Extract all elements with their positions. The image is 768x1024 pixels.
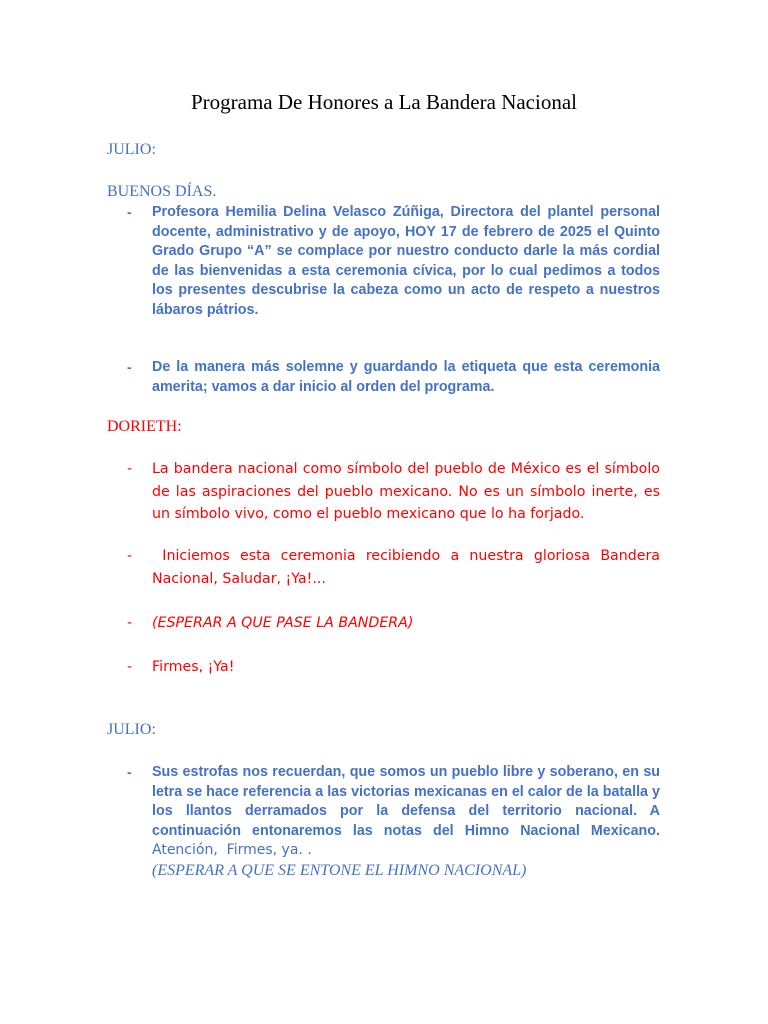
- anthem-text: [152, 763, 665, 881]
- flag-symbol-text: La bandera nacional como símbolo del pueblo de México es el símbolo de las aspiraciones del pueblo mexicano. No es un símbolo inerte, es un símbolo vivo, como el pueblo mexicano que lo ha forjado.: [152, 461, 660, 522]
- list-item: [127, 763, 665, 881]
- bullet-dash: -: [127, 359, 132, 375]
- list-item: [127, 203, 660, 320]
- firmes-text: Firmes, ¡Ya!: [152, 659, 235, 675]
- speaker-dorieth: DORIETH:: [107, 418, 182, 435]
- list-item: [127, 545, 665, 590]
- ceremony-start-text: Iniciemos esta ceremonia recibiendo a nuestra gloriosa Bandera Nacional, Saludar, ¡Ya!...: [152, 548, 665, 587]
- bullet-dash: -: [127, 204, 132, 220]
- anthem-bold-text: Sus estrofas nos recuerdan, que somos un pueblo libre y soberano, en su letra se hace referencia a las victorias mexicanas en el calor de la batalla y los llantos derramados por la defensa del territorio nacional. A continuación entonaremos las notas del Himno Nacional Mexicano.: [152, 764, 660, 839]
- list-item: [127, 458, 660, 526]
- bullet-dash: -: [127, 764, 132, 780]
- attention-text: Atención, Firmes, ya. .: [152, 822, 665, 858]
- stage-direction-anthem: (ESPERAR A QUE SE ENTONE EL HIMNO NACIONAL): [152, 861, 527, 879]
- stage-direction-flag: (ESPERAR A QUE PASE LA BANDERA): [152, 615, 414, 631]
- list-item: [127, 656, 660, 679]
- list-item: [127, 612, 660, 635]
- bullet-dash: -: [127, 615, 133, 631]
- bullet-dash: -: [127, 659, 133, 675]
- opening-text: De la manera más solemne y guardando la etiqueta que esta ceremonia amerita; vamos a dar inicio al orden del programa.: [152, 359, 660, 395]
- bullet-dash: -: [127, 461, 133, 477]
- document-title: Programa De Honores a La Bandera Nacional: [190, 90, 577, 114]
- speaker-julio-1: JULIO:: [107, 141, 156, 158]
- welcome-text: Profesora Hemilia Delina Velasco Zúñiga, Directora del plantel personal docente, administrativo y de apoyo, HOY 17 de febrero de 2025 el Quinto Grado Grupo “A” se complace por nuestro conducto darle la más cordial de las bienvenidas a esta ceremonia cívica, por lo cual pedimos a todos los presentes descubrise la cabeza como un acto de respeto a nuestros lábaros pátrios.: [152, 204, 660, 318]
- speaker-julio-2: JULIO:: [107, 721, 156, 738]
- bullet-dash: -: [127, 548, 133, 564]
- greeting: BUENOS DÍAS.: [107, 183, 217, 200]
- list-item: [127, 358, 660, 397]
